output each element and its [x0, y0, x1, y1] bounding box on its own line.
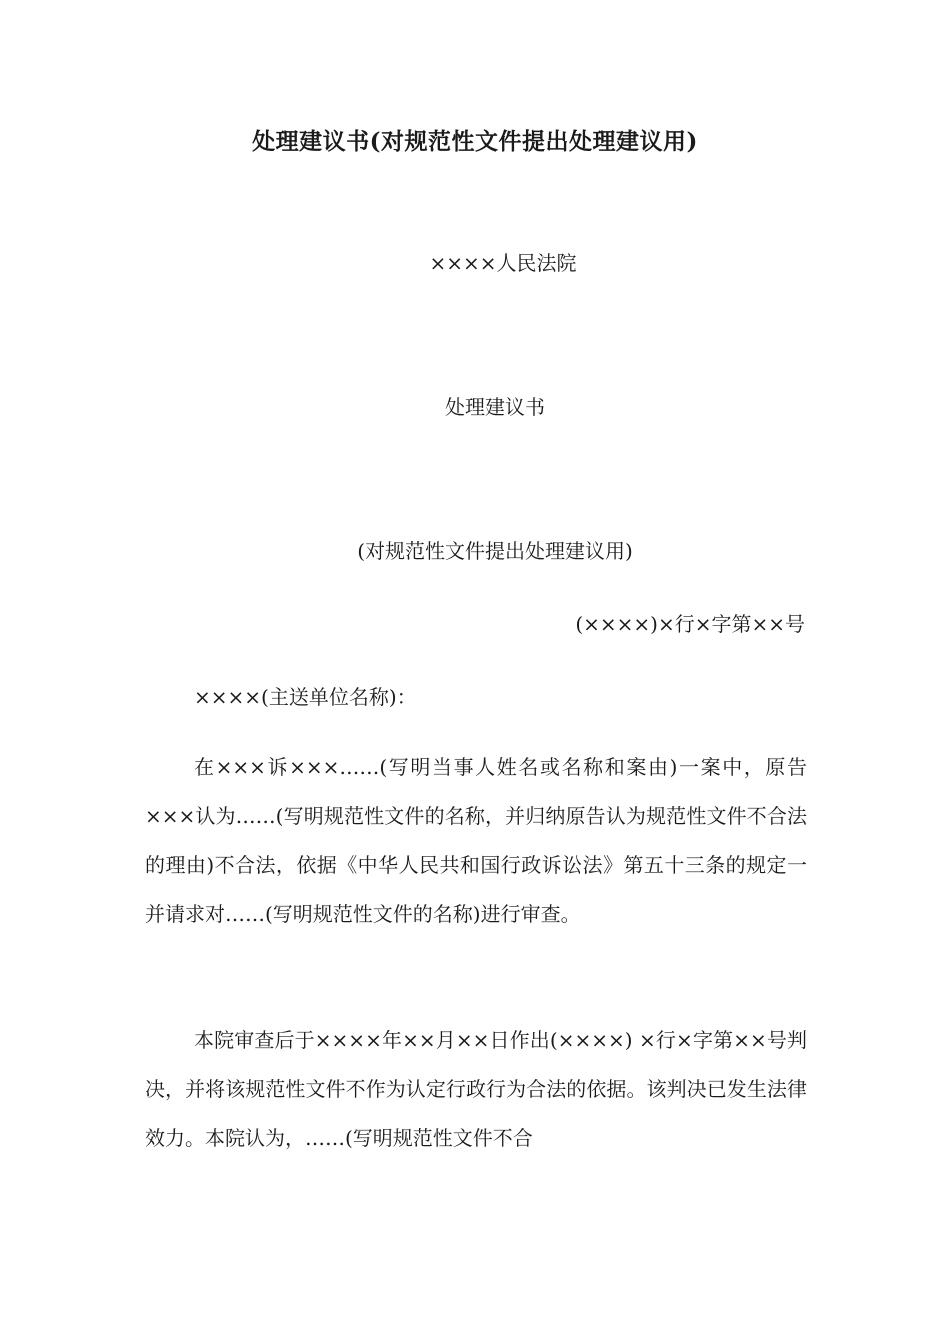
case-number: (××××)×行×字第××号 [575, 612, 805, 636]
document-subtitle: (对规范性文件提出处理建议用) [357, 539, 633, 563]
body-paragraph-2: 本院审查后于××××年××月××日作出(××××) ×行×字第××号判决，并将该规范性文件不作为认定行政行为合法的依据。该判决已发生法律效力。本院认为，……(写明规范性文件不合 [145, 1028, 807, 1150]
court-name: ××××人民法院 [429, 251, 577, 275]
document-name: 处理建议书 [445, 395, 545, 419]
addressee: ××××(主送单位名称)： [194, 685, 417, 709]
document-title: 处理建议书(对规范性文件提出处理建议用) [252, 128, 698, 155]
body-paragraph-1: 在×××诉×××……(写明当事人姓名或名称和案由)一案中，原告×××认为……(写明规范性文件的名称，并归纳原告认为规范性文件不合法的理由)不合法，依据《中华人民共和国行政诉讼法》第五十三条的规定一并请求对……(写明规范性文件的名称)进行审查。 [145, 755, 807, 926]
